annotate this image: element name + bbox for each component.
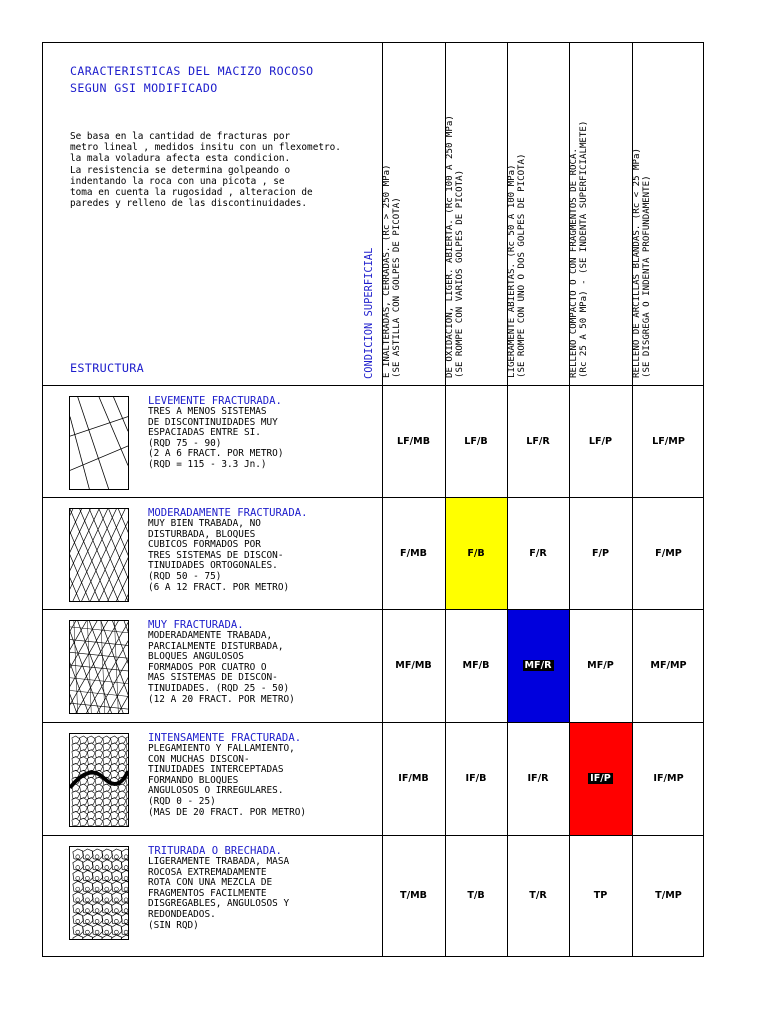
column-description-line: (SE DISGREGA O INDENTA PROFUNDAMENTE) [642,175,653,378]
column-description-line: DE OXIDACION, LIGER. ABIERTA. (Rc 100 A 250 MPa) [445,115,455,378]
column-description-line: RELLENO COMPACTO O CON FRAGMENTOS DE ROCA. [569,148,579,378]
structure-description-line: FRAGMENTOS FACILMENTE [148,887,267,899]
structure-description-line: ESPACIADAS ENTRE SI. [148,427,261,439]
structure-description-line: PLEGAMIENTO Y FALLAMIENTO, [148,743,295,754]
column-description-line: (Rc 25 A 50 MPa) - (SE INDENTA SUPERFICIALMETE) [579,120,590,378]
classification-code: MF/B [462,660,490,671]
structure-row [43,609,381,722]
description-line: metro lineal , medidos insitu con un flexometro. [70,142,341,154]
structure-diagram-icon [69,846,129,940]
structure-title: MUY FRACTURADA. [148,619,244,631]
classification-code: TP [593,890,608,901]
structure-description-line: BLOQUES ANGULOSOS [148,651,244,663]
structure-description [148,631,295,705]
structure-description-line: (2 A 6 FRACT. POR METRO) [148,448,284,460]
structure-description-line: CUBICOS FORMADOS POR [148,539,261,551]
condicion-superficial-label: CONDICION SUPERFICIAL [363,247,375,379]
structure-description-line: FORMADOS POR CUATRO O [148,661,267,673]
structure-description-line: ANGULOSOS O IRREGULARES. [148,785,284,797]
structure-description-line: (MAS DE 20 FRACT. POR METRO) [148,806,307,818]
structure-description-line: MAS SISTEMAS DE DISCON- [148,672,278,684]
structure-description-line: TINUIDADES INTERCEPTADAS [148,764,284,776]
classification-cell [569,609,632,722]
structure-description [148,857,289,931]
classification-code: LF/P [588,435,613,447]
structure-description-line: REDONDEADOS. [148,908,216,920]
structure-description [148,519,289,593]
classification-code: F/R [529,547,547,559]
gsi-table [42,42,704,957]
structure-diagram-icon [69,733,129,827]
column-header [382,43,445,383]
classification-cell [445,722,507,835]
structure-description-line: CON MUCHAS DISCON- [148,753,250,765]
classification-cell [445,497,507,609]
classification-cell [382,385,445,497]
classification-cell [632,722,705,835]
structure-description-line: (RQD 50 - 75) [148,570,222,582]
structure-title: LEVEMENTE FRACTURADA. [148,395,282,407]
description-line: La resistencia se determina golpeando o [70,164,291,176]
column-description-line: E INALTERADAS, CERRADAS. (Rc > 250 MPa) [382,164,392,378]
structure-row [43,722,381,835]
column-header [632,43,705,383]
classification-code: F/P [591,547,610,559]
column-description-line: LIGERAMENTE ABIERTAS. (Rc 50 A 100 MPa) [507,164,517,378]
classification-code: MF/R [524,660,552,671]
classification-cell [632,385,705,497]
structure-description-line: LIGERAMENTE TRABADA, MASA [148,856,290,867]
classification-code: MF/MB [395,660,432,671]
structure-description [148,744,306,818]
column-header [507,43,569,383]
classification-code: IF/B [465,773,487,784]
description-line: toma en cuenta la rugosidad , alteracion de [70,187,313,199]
column-description-line: (SE ROMPE CON VARIOS GOLPES DE PICOTA) [455,169,466,378]
classification-code: T/MB [400,890,427,901]
structure-title: INTENSAMENTE FRACTURADA. [148,732,302,744]
classification-code: T/B [467,890,485,901]
classification-code: IF/MP [653,773,684,784]
structure-description-line: MODERADAMENTE TRABADA, [148,630,273,641]
structure-description-line: PARCIALMENTE DISTURBADA, [148,640,284,652]
structure-description-line: DE DISCONTINUIDADES MUY [148,416,278,428]
structure-description-line: DISTURBADA, BLOQUES [148,528,256,540]
structure-description-line: TINUIDADES ORTOGONALES. [148,560,278,572]
structure-description-line: (RQD 0 - 25) [148,795,216,807]
classification-cell [569,722,632,835]
classification-code: LF/MB [396,435,431,447]
structure-description-line: TRES A MENOS SISTEMAS [148,406,267,417]
classification-code: T/MP [655,890,682,901]
classification-cell [507,385,569,497]
structure-diagram-icon [69,508,129,602]
structure-description-line: FORMANDO BLOQUES [148,774,239,786]
structure-diagram-icon [69,396,129,490]
structure-diagram-icon [69,620,129,714]
classification-cell [569,385,632,497]
classification-cell [382,835,445,956]
classification-cell [382,497,445,609]
classification-cell [445,385,507,497]
structure-description-line: ROCOSA EXTREMADAMENTE [148,866,267,878]
structure-description [148,407,283,471]
classification-code: LF/B [464,435,488,447]
classification-cell [507,722,569,835]
structure-row [43,497,381,609]
structure-title: TRITURADA O BRECHADA. [148,845,282,857]
classification-cell [507,497,569,609]
structure-description-line: TRES SISTEMAS DE DISCON- [148,549,284,561]
structure-description-line: TINUIDADES. (RQD 25 - 50) [148,682,290,694]
structure-title: MODERADAMENTE FRACTURADA. [148,507,308,519]
classification-code: MF/MP [650,660,687,671]
column-description-line: (SE ASTILLA CON GOLPES DE PICOTA) [392,197,403,378]
structure-row [43,385,381,497]
column-header [569,43,632,383]
structure-description-line: (12 A 20 FRACT. POR METRO) [148,693,295,705]
structure-description-line: (SIN RQD) [148,919,199,931]
classification-cell [507,835,569,956]
classification-code: IF/R [527,773,549,784]
classification-cell [569,497,632,609]
classification-code: T/R [529,890,547,901]
column-description-line: RELLENO DE ARCILLAS BLANDAS. (Rc < 25 MPa) [632,148,642,378]
description-line: paredes y relleno de las discontinuidades. [70,198,308,210]
description-line: Se basa en la cantidad de fracturas por [70,131,291,142]
classification-code: F/MB [400,547,427,559]
classification-cell [507,609,569,722]
description-line: indentando la roca con una picota , se [70,175,285,187]
classification-code: F/B [467,547,485,559]
structure-description-line: DISGREGABLES, ANGULOSOS Y [148,898,290,910]
classification-cell [382,609,445,722]
table-title: CARACTERISTICAS DEL MACIZO ROCOSO [70,64,314,78]
structure-description-line: (RQD 75 - 90) [148,437,222,449]
classification-code: F/MP [655,547,682,559]
estructura-label: ESTRUCTURA [70,361,145,375]
classification-cell [569,835,632,956]
structure-description-line: (RQD = 115 - 3.3 Jn.) [148,458,267,470]
classification-cell [632,497,705,609]
classification-code: IF/P [590,773,611,784]
description-line: la mala voladura afecta esta condicion. [70,153,291,165]
classification-cell [445,609,507,722]
column-description-line: (SE ROMPE CON UNO O DOS GOLPES DE PICOTA) [517,153,528,378]
classification-code: MF/P [587,660,614,671]
classification-code: LF/R [526,435,550,447]
structure-description-line: ROTA CON UNA MEZCLA DE [148,877,273,889]
header-description [70,131,360,209]
column-header [445,43,507,383]
classification-code: LF/MP [652,435,685,447]
classification-cell [632,835,705,956]
structure-row [43,835,381,956]
classification-cell [445,835,507,956]
classification-cell [632,609,705,722]
structure-description-line: MUY BIEN TRABADA, NO [148,518,261,529]
classification-cell [382,722,445,835]
classification-code: IF/MB [398,773,429,784]
table-subtitle: SEGUN GSI MODIFICADO [70,81,218,95]
structure-description-line: (6 A 12 FRACT. POR METRO) [148,581,290,593]
